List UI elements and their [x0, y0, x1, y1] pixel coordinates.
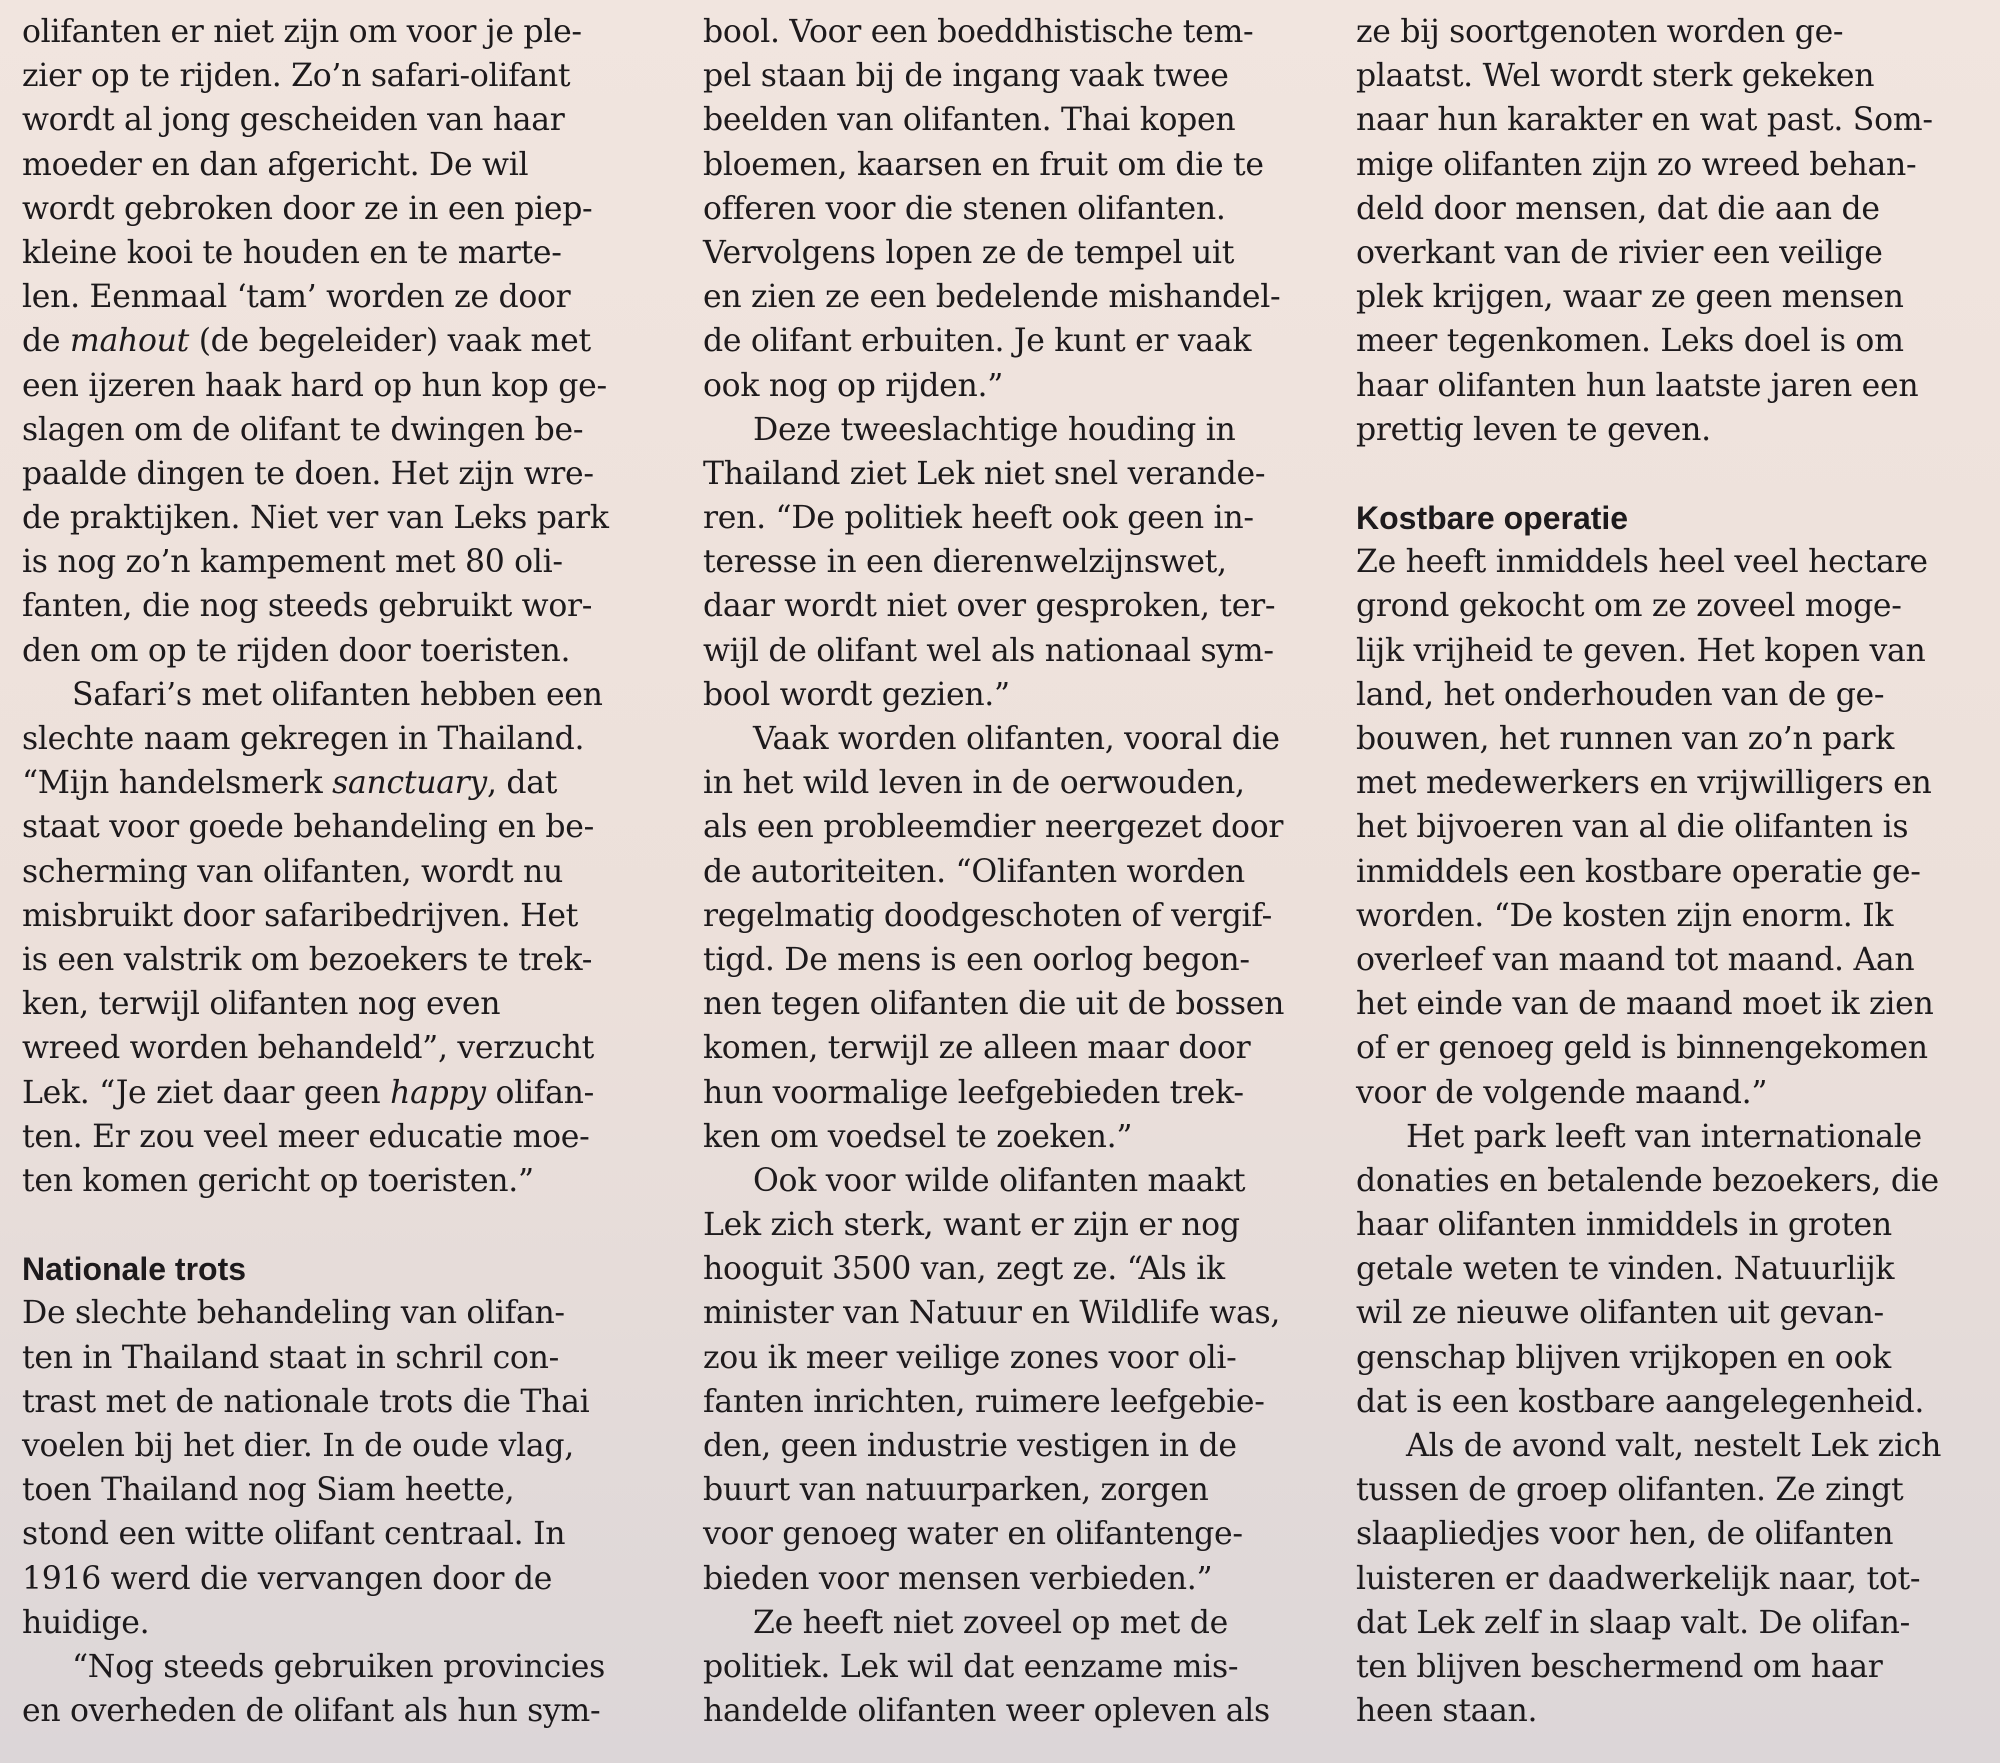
- text-line: [22, 1071, 662, 1115]
- text-line: lijk vrijheid te geven. Het kopen van: [1356, 632, 1926, 669]
- section-gap: [1356, 452, 1986, 496]
- text-line: zou ik meer veilige zones voor oli-: [703, 1339, 1237, 1376]
- text-line: Vervolgens lopen ze de tempel uit: [703, 234, 1235, 271]
- section-gap: [22, 1203, 662, 1247]
- text-line: heen staan.: [1356, 1693, 1538, 1730]
- text-line: Ze heeft niet zoveel op met de: [753, 1604, 1228, 1641]
- text-line: Vaak worden olifanten, vooral die: [753, 721, 1280, 757]
- text-line: overleef van maand tot maand. Aan: [1356, 941, 1915, 978]
- text-line: de autoriteiten. “Olifanten worden: [703, 853, 1245, 890]
- text-line: stond een witte olifant centraal. In: [22, 1516, 566, 1553]
- text-line: voelen bij het dier. In de oude vlag,: [22, 1428, 574, 1464]
- text-segment: “Mijn handelsmerk: [22, 765, 333, 802]
- text-line: het einde van de maand moet ik zien: [1356, 986, 1934, 1023]
- text-line: ren. “De politiek heeft ook geen in-: [703, 500, 1254, 537]
- text-line: fanten, die nog steeds gebruikt wor-: [22, 588, 593, 625]
- section-heading: Kostbare operatie: [1356, 500, 1629, 537]
- italic-word: mahout: [69, 323, 189, 360]
- text-line: dat Lek zelf in slaap valt. De olifan-: [1356, 1604, 1910, 1641]
- text-line: en overheden de olifant als hun sym-: [22, 1693, 601, 1730]
- text-line: luisteren er daadwerkelijk naar, tot-: [1356, 1560, 1921, 1597]
- text-line: huidige.: [22, 1604, 150, 1641]
- text-line: inmiddels een kostbare operatie ge-: [1356, 853, 1921, 890]
- text-line: hun voormalige leefgebieden trek-: [703, 1074, 1244, 1111]
- text-line: genschap blijven vrijkopen en ook: [1356, 1339, 1891, 1376]
- text-line: wijl de olifant wel als nationaal sym-: [703, 632, 1274, 669]
- text-line: plaatst. Wel wordt sterk gekeken: [1356, 58, 1875, 95]
- text-line: misbruikt door safaribedrijven. Het: [22, 897, 579, 934]
- text-line: wordt al jong gescheiden van haar: [22, 102, 565, 139]
- text-line: [22, 319, 662, 363]
- text-line: de praktijken. Niet ver van Leks park: [22, 500, 609, 537]
- text-line: Als de avond valt, nestelt Lek zich: [1406, 1428, 1942, 1464]
- text-line: worden. “De kosten zijn enorm. Ik: [1356, 897, 1894, 934]
- text-line: zier op te rijden. Zo’n safari-olifant: [22, 58, 571, 95]
- text-line: tussen de groep olifanten. Ze zingt: [1356, 1472, 1904, 1509]
- text-line: haar olifanten inmiddels in groten: [1356, 1207, 1892, 1244]
- text-line: slaapliedjes voor hen, de olifanten: [1356, 1516, 1894, 1553]
- text-line: hooguit 3500 van, zegt ze. “Als ik: [703, 1251, 1225, 1288]
- text-line: is nog zo’n kampement met 80 oli-: [22, 544, 563, 581]
- text-line: als een probleemdier neergezet door: [703, 809, 1284, 846]
- text-line: staat voor goede behandeling en be-: [22, 809, 594, 846]
- text-line: voor genoeg water en olifantenge-: [703, 1516, 1243, 1553]
- text-line: is een valstrik om bezoekers te trek-: [22, 941, 593, 978]
- text-line: [22, 761, 662, 805]
- text-line: Lek zich sterk, want er zijn er nog: [703, 1207, 1240, 1244]
- text-line: nen tegen olifanten die uit de bossen: [703, 986, 1285, 1023]
- text-line: getale weten te vinden. Natuurlijk: [1356, 1251, 1895, 1288]
- text-line: meer tegenkomen. Leks doel is om: [1356, 323, 1904, 360]
- text-line: kleine kooi te houden en te marte-: [22, 234, 562, 271]
- text-line: bool. Voor een boeddhistische tem-: [703, 14, 1254, 50]
- text-line: wordt gebroken door ze in een piep-: [22, 190, 593, 227]
- text-line: Safari’s met olifanten hebben een: [72, 676, 603, 713]
- text-line: wreed worden behandeld”, verzucht: [22, 1030, 594, 1067]
- text-line: bloemen, kaarsen en fruit om die te: [703, 146, 1264, 183]
- text-line: of er genoeg geld is binnengekomen: [1356, 1030, 1928, 1067]
- text-line: teresse in een dierenwelzijnswet,: [703, 544, 1227, 581]
- text-line: en zien ze een bedelende mishandel-: [703, 279, 1281, 316]
- text-line: Het park leeft van internationale: [1406, 1118, 1922, 1155]
- text-line: naar hun karakter en wat past. Som-: [1356, 102, 1933, 139]
- text-line: met medewerkers en vrijwilligers en: [1356, 765, 1932, 802]
- text-segment: , dat: [486, 765, 558, 802]
- text-line: ken, terwijl olifanten nog even: [22, 986, 501, 1023]
- text-line: moeder en dan afgericht. De wil: [22, 146, 529, 183]
- text-line: slagen om de olifant te dwingen be-: [22, 411, 584, 448]
- text-line: ken om voedsel te zoeken.”: [703, 1118, 1133, 1155]
- text-line: komen, terwijl ze alleen maar door: [703, 1030, 1251, 1067]
- text-line: plek krijgen, waar ze geen mensen: [1356, 279, 1904, 316]
- column-2: [703, 10, 1343, 1733]
- text-line: ten in Thailand staat in schril con-: [22, 1339, 559, 1376]
- text-line: len. Eenmaal ‘tam’ worden ze door: [22, 279, 571, 316]
- text-line: Thailand ziet Lek niet snel verande-: [703, 455, 1266, 492]
- text-line: pel staan bij de ingang vaak twee: [703, 58, 1229, 95]
- text-line: offeren voor die stenen olifanten.: [703, 190, 1226, 227]
- text-line: Ook voor wilde olifanten maakt: [753, 1162, 1246, 1199]
- text-line: dat is een kostbare aangelegenheid.: [1356, 1383, 1925, 1420]
- text-line: regelmatig doodgeschoten of vergif-: [703, 897, 1272, 934]
- text-line: tigd. De mens is een oorlog begon-: [703, 941, 1250, 978]
- text-line: het bijvoeren van al die olifanten is: [1356, 809, 1909, 846]
- text-line: grond gekocht om ze zoveel moge-: [1356, 588, 1902, 625]
- column-1: [22, 10, 662, 1733]
- italic-word: sanctuary: [332, 765, 487, 802]
- text-line: ten komen gericht op toeristen.”: [22, 1162, 534, 1199]
- text-line: ten blijven beschermend om haar: [1356, 1648, 1883, 1685]
- text-line: De slechte behandeling van olifan-: [22, 1295, 565, 1332]
- text-line: mige olifanten zijn zo wreed behan-: [1356, 146, 1917, 183]
- text-line: beelden van olifanten. Thai kopen: [703, 102, 1236, 139]
- text-segment: olifan-: [485, 1074, 594, 1111]
- text-line: ze bij soortgenoten worden ge-: [1356, 14, 1844, 50]
- text-segment: Lek. “Je ziet daar geen: [22, 1074, 391, 1111]
- text-line: den, geen industrie vestigen in de: [703, 1428, 1237, 1464]
- text-segment: de: [22, 323, 70, 360]
- text-line: ook nog op rijden.”: [703, 367, 1004, 404]
- text-line: olifanten er niet zijn om voor je ple-: [22, 14, 582, 50]
- text-line: bouwen, het runnen van zo’n park: [1356, 721, 1895, 757]
- text-line: paalde dingen te doen. Het zijn wre-: [22, 455, 594, 492]
- text-line: “Nog steeds gebruiken provincies: [72, 1648, 605, 1685]
- text-line: fanten inrichten, ruimere leefgebie-: [703, 1383, 1265, 1420]
- text-line: bool wordt gezien.”: [703, 676, 1010, 713]
- text-line: de olifant erbuiten. Je kunt er vaak: [703, 323, 1252, 360]
- text-segment: (de begeleider) vaak met: [188, 323, 591, 360]
- column-3: [1356, 10, 1986, 1733]
- text-line: ten. Er zou veel meer educatie moe-: [22, 1118, 590, 1155]
- text-line: deld door mensen, dat die aan de: [1356, 190, 1880, 227]
- text-line: wil ze nieuwe olifanten uit gevan-: [1356, 1295, 1884, 1332]
- text-line: scherming van olifanten, wordt nu: [22, 853, 564, 890]
- text-line: 1916 werd die vervangen door de: [22, 1560, 553, 1597]
- text-line: minister van Natuur en Wildlife was,: [703, 1295, 1281, 1332]
- text-line: prettig leven te geven.: [1356, 411, 1711, 448]
- text-line: land, het onderhouden van de ge-: [1356, 676, 1885, 713]
- text-line: een ijzeren haak hard op hun kop ge-: [22, 367, 607, 404]
- text-line: slechte naam gekregen in Thailand.: [22, 721, 585, 757]
- text-line: trast met de nationale trots die Thai: [22, 1383, 590, 1420]
- italic-word: happy: [390, 1074, 486, 1111]
- text-line: handelde olifanten weer opleven als: [703, 1693, 1270, 1730]
- text-line: toen Thailand nog Siam heette,: [22, 1472, 515, 1509]
- text-line: haar olifanten hun laatste jaren een: [1356, 367, 1919, 404]
- text-line: voor de volgende maand.”: [1356, 1074, 1768, 1111]
- text-line: in het wild leven in de oerwouden,: [703, 765, 1245, 802]
- text-line: daar wordt niet over gesproken, ter-: [703, 588, 1276, 625]
- text-line: buurt van natuurparken, zorgen: [703, 1472, 1209, 1509]
- text-line: politiek. Lek wil dat eenzame mis-: [703, 1648, 1239, 1685]
- text-line: den om op te rijden door toeristen.: [22, 632, 571, 669]
- text-line: bieden voor mensen verbieden.”: [703, 1560, 1213, 1597]
- text-line: overkant van de rivier een veilige: [1356, 234, 1883, 271]
- text-line: Deze tweeslachtige houding in: [753, 411, 1236, 448]
- text-line: Ze heeft inmiddels heel veel hectare: [1356, 544, 1928, 581]
- text-line: donaties en betalende bezoekers, die: [1356, 1162, 1939, 1199]
- section-heading: Nationale trots: [22, 1251, 247, 1288]
